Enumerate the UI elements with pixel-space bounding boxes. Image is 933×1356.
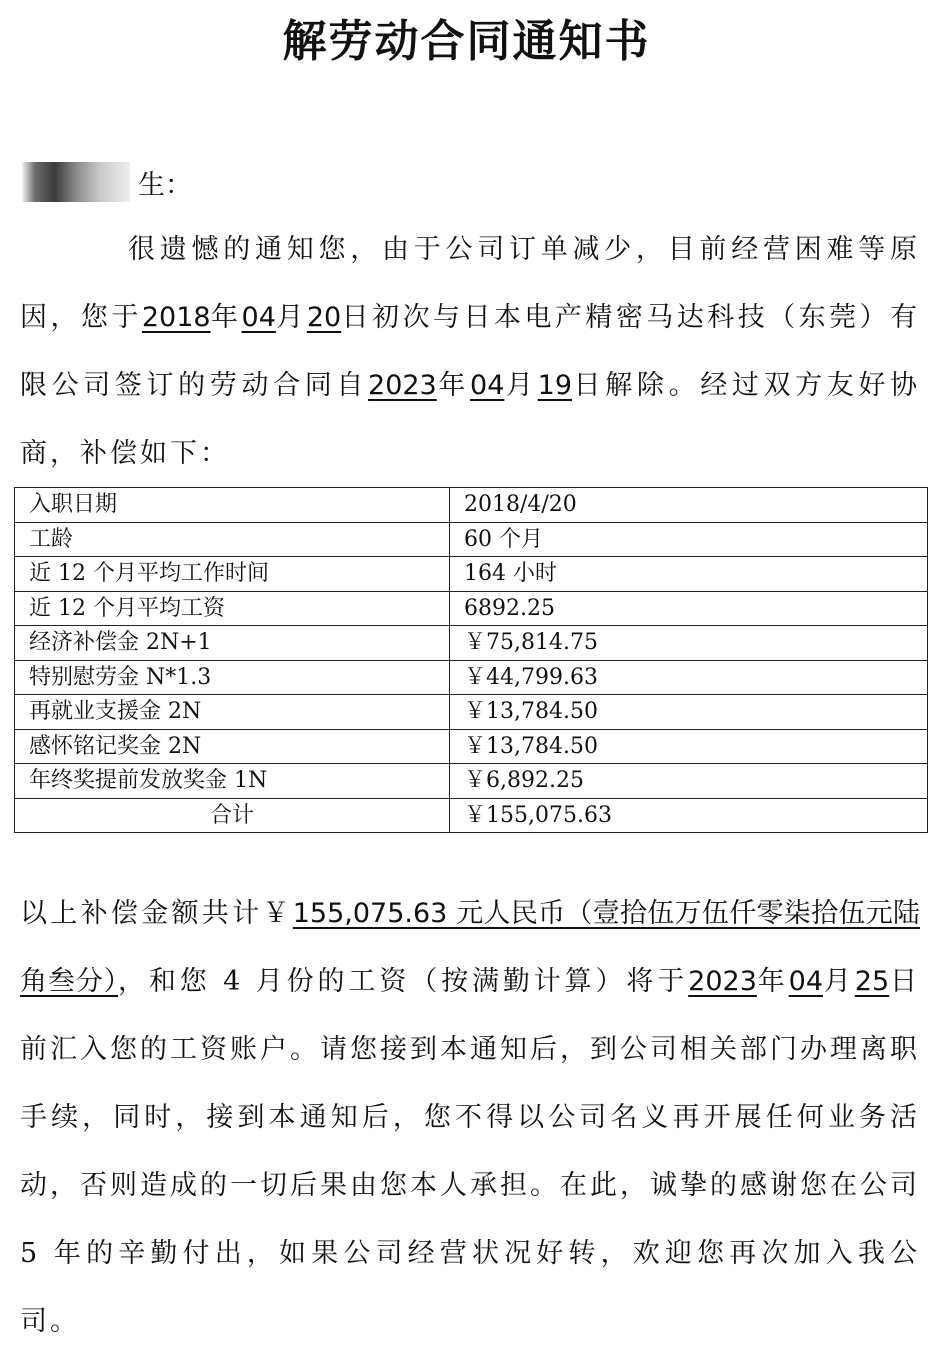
pay-year: 2023 [688, 966, 757, 997]
row-label: 特别慰劳金 N*1.3 [15, 660, 450, 695]
total-amount: 155,075.63 元人民币（壹拾伍万伍仟零柒拾伍元陆角叁分） [20, 898, 920, 997]
table-row [15, 660, 928, 695]
row-value: ￥13,784.50 [450, 729, 928, 764]
row-value: ￥75,814.75 [450, 626, 928, 661]
row-label: 感怀铭记奖金 2N [15, 729, 450, 764]
paragraph-text: 很遗憾的通知您，由于公司订单减少，目前经营困难等原因，您于 [20, 234, 920, 333]
row-value: ￥44,799.63 [450, 660, 928, 695]
row-value: 6892.25 [450, 591, 928, 626]
row-label: 再就业支援金 2N [15, 695, 450, 730]
paragraph-text: 月 [275, 302, 307, 333]
start-year: 2018 [141, 302, 211, 333]
paragraph-text: 日初次与日本电产精密马达科技（东莞）有限公司签订的劳动合同自 [20, 302, 921, 401]
row-label: 工龄 [15, 522, 450, 557]
paragraph-text: 年 [436, 370, 471, 401]
table-row [15, 764, 928, 799]
total-value: ￥155,075.63 [450, 798, 928, 833]
pay-day: 25 [854, 966, 890, 997]
row-value: 2018/4/20 [450, 488, 928, 523]
table-row [15, 522, 928, 557]
row-value: 164 小时 [450, 557, 928, 592]
row-value: 60 个月 [450, 522, 928, 557]
salutation [22, 160, 192, 204]
pay-month: 04 [788, 966, 823, 997]
end-month: 04 [470, 370, 505, 401]
row-value: ￥6,892.25 [450, 764, 928, 799]
end-day: 19 [537, 370, 573, 401]
paragraph-text: 以上补偿金额共计￥ [20, 898, 293, 929]
paragraph-text: ，和您 4 月份的工资（按满勤计算）将于 [118, 966, 689, 997]
paragraph-intro [20, 216, 920, 488]
row-label: 近 12 个月平均工资 [15, 591, 450, 626]
start-month: 04 [241, 302, 276, 333]
paragraph-text: 日前汇入您的工资账户。请您接到本通知后，到公司相关部门办理离职手续，同时，接到本通知后，您不得以公司名义再开展任何业务活动，否则造成的一切后果由您本人承担。在此，诚挚的感谢您在公司 5 年的辛勤付出，如果公司经营状况好转，欢迎您再次加入我公司。 [20, 966, 921, 1337]
row-label: 经济补偿金 2N+1 [15, 626, 450, 661]
table-row [15, 729, 928, 764]
end-year: 2023 [368, 370, 437, 401]
compensation-table [14, 487, 928, 833]
row-label: 入职日期 [15, 488, 450, 523]
redacted-name [22, 162, 130, 202]
paragraph-text: 年 [210, 302, 242, 333]
table-row-total [15, 798, 928, 833]
row-label: 近 12 个月平均工作时间 [15, 557, 450, 592]
table-row [15, 626, 928, 661]
table-row [15, 591, 928, 626]
start-day: 20 [306, 302, 342, 333]
document-title: 解劳动合同通知书 [282, 16, 651, 67]
paragraph-text: 月 [504, 370, 538, 401]
paragraph-text: 日解除。经过双方友好协商，补偿如下： [20, 370, 921, 469]
table-row [15, 695, 928, 730]
paragraph-text: 月 [823, 966, 855, 997]
row-label: 年终奖提前发放奖金 1N [15, 764, 450, 799]
salutation-suffix: 生： [138, 169, 192, 201]
paragraph-text: 年 [756, 966, 789, 997]
table-row [15, 488, 928, 523]
paragraph-summary [20, 880, 920, 1356]
total-label: 合计 [15, 798, 450, 833]
table-row [15, 557, 928, 592]
row-value: ￥13,784.50 [450, 695, 928, 730]
